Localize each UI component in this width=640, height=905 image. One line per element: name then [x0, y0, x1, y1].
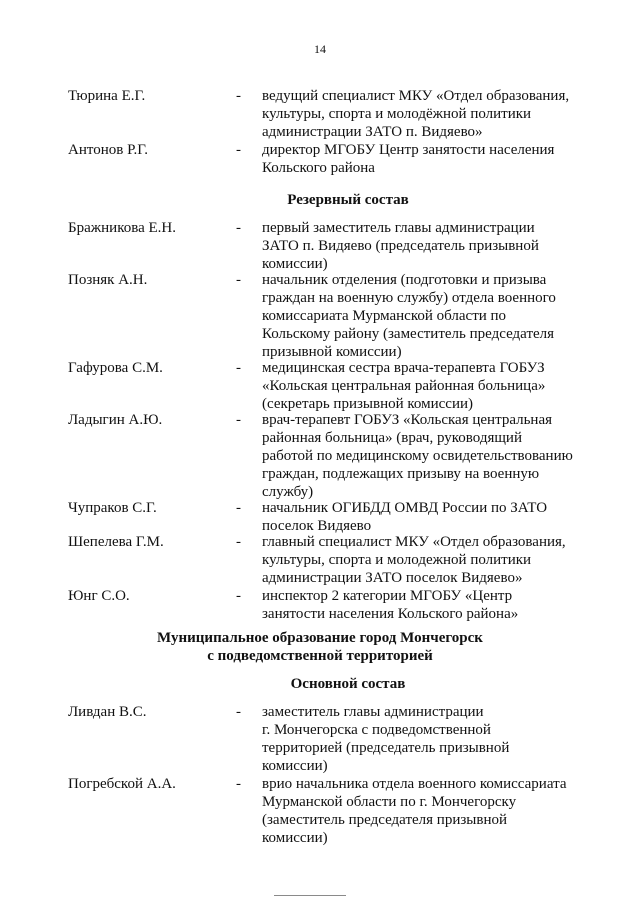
dash-separator: - — [236, 704, 241, 720]
page-number: 14 — [314, 42, 326, 56]
member-name: Погребской А.А. — [68, 776, 176, 792]
member-name: Ладыгин А.Ю. — [68, 412, 163, 428]
member-position: заместитель главы администрации г. Мончегорска с подведомственной территорией (председатель призывной комиссии) — [262, 704, 510, 774]
dash-separator: - — [236, 776, 241, 792]
dash-separator: - — [236, 500, 241, 516]
dash-separator: - — [236, 360, 241, 376]
member-name: Ливдан В.С. — [68, 704, 147, 720]
dash-separator: - — [236, 88, 241, 104]
member-position: начальник отделения (подготовки и призыва граждан на военную службу) отдела военного комиссариата Мурманской области по Кольскому району (заместитель председателя призывной комиссии) — [262, 272, 556, 360]
member-position: инспектор 2 категории МГОБУ «Центр занятости населения Кольского района» — [262, 588, 519, 622]
member-position: врач-терапевт ГОБУЗ «Кольская центральная районная больница» (врач, руководящий работой по медицинскому освидетельствованию граждан, подлежащих призыву на военную службу) — [262, 412, 573, 500]
member-position: директор МГОБУ Центр занятости населения Кольского района — [262, 142, 555, 176]
member-name: Юнг С.О. — [68, 588, 130, 604]
member-position: главный специалист МКУ «Отдел образования, культуры, спорта и молодежной политики администрации ЗАТО поселок Видяево» — [262, 534, 566, 586]
member-name: Позняк А.Н. — [68, 272, 148, 288]
member-position: врио начальника отдела военного комиссариата Мурманской области по г. Мончегорску (заместитель председателя призывной комиссии) — [262, 776, 567, 846]
member-position: ведущий специалист МКУ «Отдел образования, культуры, спорта и молодёжной политики администрации ЗАТО п. Видяево» — [262, 88, 570, 140]
member-name: Гафурова С.М. — [68, 360, 163, 376]
member-name: Бражникова Е.Н. — [68, 220, 177, 236]
dash-separator: - — [236, 588, 241, 604]
member-name: Антонов Р.Г. — [68, 142, 149, 158]
dash-separator: - — [236, 534, 241, 550]
member-position: первый заместитель главы администрации ЗАТО п. Видяево (председатель призывной комиссии) — [262, 220, 539, 272]
dash-separator: - — [236, 142, 241, 158]
member-position: начальник ОГИБДД ОМВД России по ЗАТО поселок Видяево — [262, 500, 548, 534]
reserve-composition-heading: Резервный состав — [287, 192, 409, 208]
member-name: Чупраков С.Г. — [68, 500, 157, 516]
footer-divider — [274, 895, 346, 896]
member-name: Тюрина Е.Г. — [68, 88, 146, 104]
dash-separator: - — [236, 412, 241, 428]
municipality-heading: Муниципальное образование город Мончегорск с подведомственной территорией — [157, 630, 483, 664]
member-position: медицинская сестра врача-терапевта ГОБУЗ «Кольская центральная районная больница» (секретарь призывной комиссии) — [262, 360, 546, 412]
dash-separator: - — [236, 220, 241, 236]
dash-separator: - — [236, 272, 241, 288]
main-composition-heading: Основной состав — [290, 676, 406, 692]
member-name: Шепелева Г.М. — [68, 534, 164, 550]
